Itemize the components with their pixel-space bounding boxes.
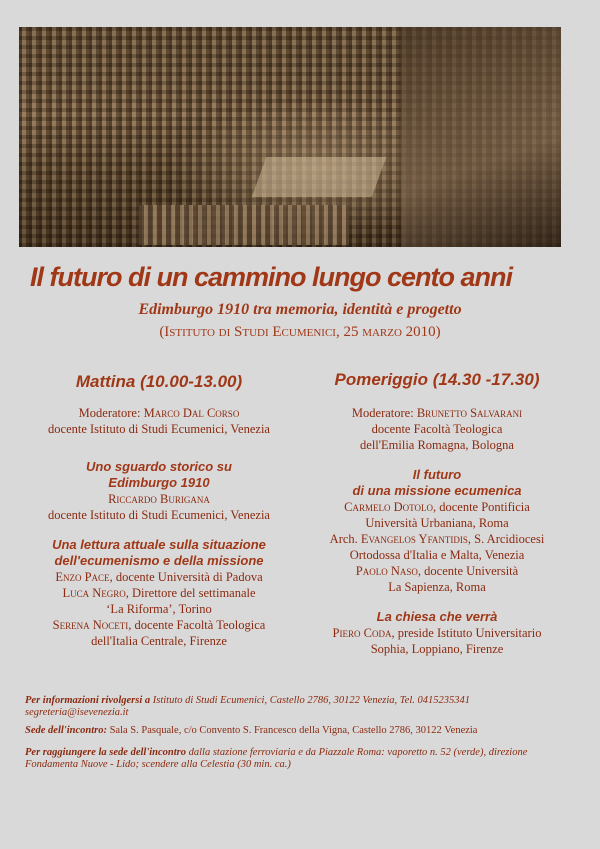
afternoon-talk2-title: La chiesa che verrà	[376, 609, 498, 624]
morning-moderator: Moderatore: Marco Dal Corso	[78, 406, 240, 420]
afternoon-talk1-speaker3: Paolo Naso, docente Università	[355, 564, 519, 578]
morning-talk2-speaker1: Enzo Pace, docente Università di Padova	[55, 570, 263, 584]
photo-balustrade	[139, 205, 349, 245]
historic-conference-photo	[19, 27, 561, 247]
afternoon-talk1-speaker1: Carmelo Dotolo, docente Pontificia	[344, 500, 530, 514]
morning-talk2-title-b: dell'ecumenismo e della missione	[54, 553, 264, 568]
morning-talk2-speaker3-role: dell'Italia Centrale, Firenze	[91, 634, 227, 648]
morning-talk1-speaker: Riccardo Burigana	[108, 492, 210, 506]
afternoon-talk2-speaker1: Piero Coda, preside Istituto Universitario	[332, 626, 542, 640]
afternoon-moderator-role-b: dell'Emilia Romagna, Bologna	[360, 438, 514, 452]
info-contact: Per informazioni rivolgersi a Istituto di Studi Ecumenici, Castello 2786, 30122 Venezia, Tel. 0415235341 segreteria@isevenezia.it	[25, 695, 470, 718]
page-title: Il futuro di un cammino lungo cento anni	[30, 262, 512, 292]
afternoon-moderator: Moderatore: Brunetto Salvarani	[351, 406, 523, 420]
afternoon-talk1-speaker3-role: La Sapienza, Roma	[388, 580, 486, 594]
afternoon-talk1-title-b: di una missione ecumenica	[352, 483, 522, 498]
morning-talk1-role: docente Istituto di Studi Ecumenici, Venezia	[48, 508, 270, 522]
morning-talk2-title-a: Una lettura attuale sulla situazione	[52, 537, 266, 552]
afternoon-talk2-speaker1-role: Sophia, Loppiano, Firenze	[370, 642, 504, 656]
afternoon-session-heading: Pomeriggio (14.30 -17.30)	[334, 370, 540, 389]
afternoon-talk1-speaker2: Arch. Evangelos Yfantidis, S. Arcidiocesi	[329, 532, 545, 546]
info-venue: Sede dell'incontro: Sala S. Pasquale, c/o Convento S. Francesco della Vigna, Castello 2786, 30122 Venezia	[25, 725, 478, 736]
afternoon-talk1-speaker2-role: Ortodossa d'Italia e Malta, Venezia	[349, 548, 525, 562]
info-directions: Per raggiungere la sede dell'incontro dalla stazione ferroviaria e da Piazzale Roma: vaporetto n. 52 (verde), direzione Fondamenta Nuove - Lido; scendere alla Celestia (30 min. ca.)	[25, 747, 528, 770]
morning-session-heading: Mattina (10.00-13.00)	[75, 372, 243, 391]
contact-email-link[interactable]: segreteria@isevenezia.it	[25, 707, 129, 718]
morning-column	[18, 374, 300, 649]
event-date-place: (Istituto di Studi Ecumenici, 25 marzo 2010)	[159, 324, 441, 340]
afternoon-column	[292, 372, 582, 657]
morning-talk1-title-b: Edimburgo 1910	[108, 475, 210, 490]
morning-talk2-speaker3: Serena Noceti, docente Facoltà Teologica	[52, 618, 266, 632]
afternoon-talk1-title-a: Il futuro	[412, 467, 462, 482]
afternoon-moderator-role-a: docente Facoltà Teologica	[371, 422, 503, 436]
photo-gallery-area	[401, 27, 561, 247]
page-subtitle: Edimburgo 1910 tra memoria, identità e progetto	[138, 301, 462, 318]
morning-talk2-speaker2: Luca Negro, Direttore del settimanale	[62, 586, 256, 600]
morning-talk2-speaker2-role: ‘La Riforma’, Torino	[106, 602, 212, 616]
afternoon-talk1-speaker1-role: Università Urbaniana, Roma	[365, 516, 509, 530]
morning-talk1-title-a: Uno sguardo storico su	[86, 459, 232, 474]
morning-moderator-role: docente Istituto di Studi Ecumenici, Venezia	[48, 422, 270, 436]
photo-central-table	[252, 157, 387, 197]
